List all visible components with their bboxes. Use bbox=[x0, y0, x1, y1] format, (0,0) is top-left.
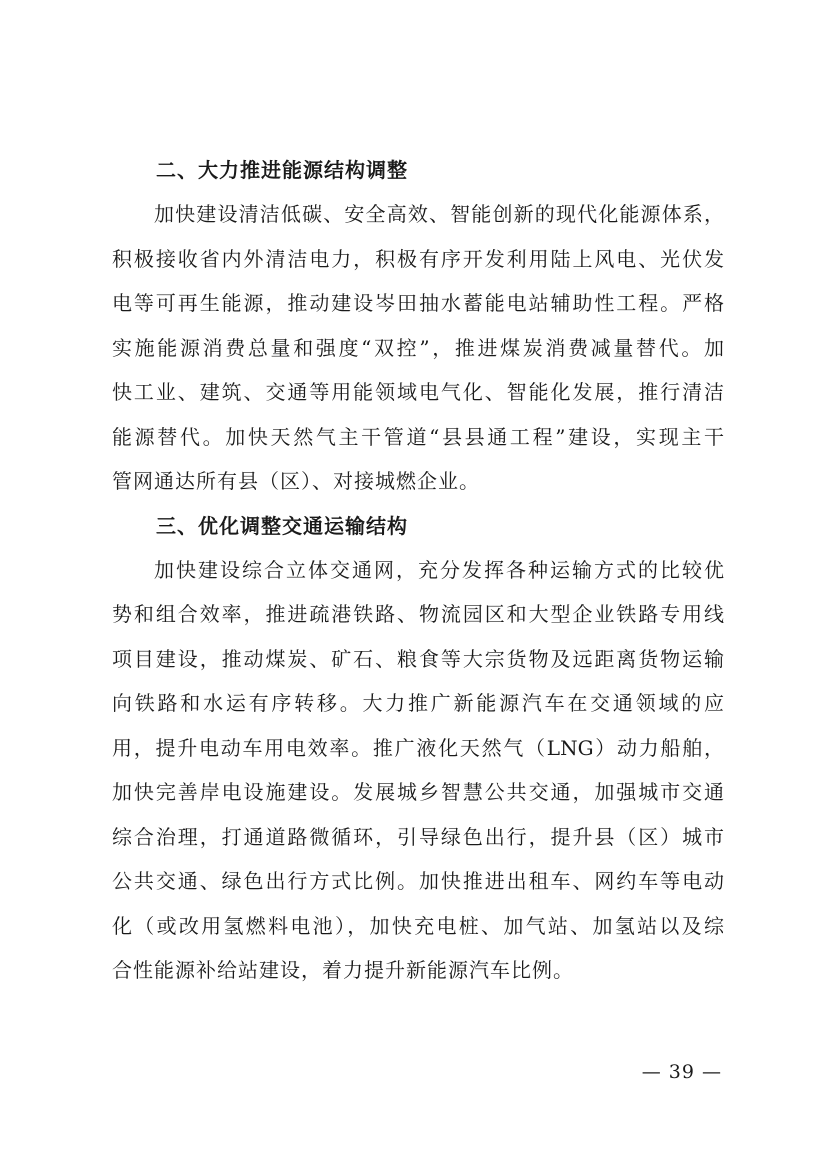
paragraph-line: 合性能源补给站建设，着力提升新能源汽车比例。 bbox=[112, 958, 574, 982]
paragraph-line: 加快完善岸电设施建设。发展城乡智慧公共交通，加强城市交通 bbox=[112, 780, 724, 804]
paragraph-line: 加快建设清洁低碳、安全高效、智能创新的现代化能源体系， bbox=[154, 202, 724, 226]
section-heading: 三、优化调整交通运输结构 bbox=[156, 513, 408, 538]
section-heading: 二、大力推进能源结构调整 bbox=[156, 158, 408, 182]
paragraph-line: 管网通达所有县（区）、对接城燃企业。 bbox=[112, 469, 480, 493]
paragraph-line: 项目建设，推动煤炭、矿石、粮食等大宗货物及远距离货物运输 bbox=[112, 646, 724, 671]
paragraph-line: 向铁路和水运有序转移。大力推广新能源汽车在交通领域的应 bbox=[112, 691, 724, 715]
paragraph-line: 公共交通、绿色出行方式比例。加快推进出租车、网约车等电动 bbox=[112, 869, 724, 893]
paragraph-line: 势和组合效率，推进疏港铁路、物流园区和大型企业铁路专用线 bbox=[112, 602, 724, 626]
page-content bbox=[112, 148, 724, 993]
section-energy-structure bbox=[112, 148, 724, 504]
paragraph-line: 综合治理，打通道路微循环，引导绿色出行，提升县（区）城市 bbox=[112, 824, 724, 849]
paragraph-line: 快工业、建筑、交通等用能领域电气化、智能化发展，推行清洁 bbox=[112, 380, 724, 404]
paragraph-line: 实施能源消费总量和强度“双控”，推进煤炭消费减量替代。加 bbox=[112, 335, 724, 360]
paragraph-line: 能源替代。加快天然气主干管道“县县通工程”建设，实现主干 bbox=[112, 424, 724, 449]
section-transport-structure bbox=[112, 504, 724, 993]
section-paragraph bbox=[112, 548, 724, 993]
page-number: — 39 — bbox=[641, 1061, 722, 1083]
paragraph-line: 积极接收省内外清洁电力，积极有序开发利用陆上风电、光伏发 bbox=[112, 246, 724, 271]
paragraph-line: 用，提升电动车用电效率。推广液化天然气（LNG）动力船舶， bbox=[112, 735, 724, 760]
paragraph-line: 电等可再生能源，推动建设岑田抽水蓄能电站辅助性工程。严格 bbox=[112, 291, 724, 315]
paragraph-line: 加快建设综合立体交通网，充分发挥各种运输方式的比较优 bbox=[154, 557, 724, 582]
paragraph-line: 化（或改用氢燃料电池），加快充电桩、加气站、加氢站以及综 bbox=[112, 913, 724, 938]
section-paragraph bbox=[112, 192, 724, 504]
